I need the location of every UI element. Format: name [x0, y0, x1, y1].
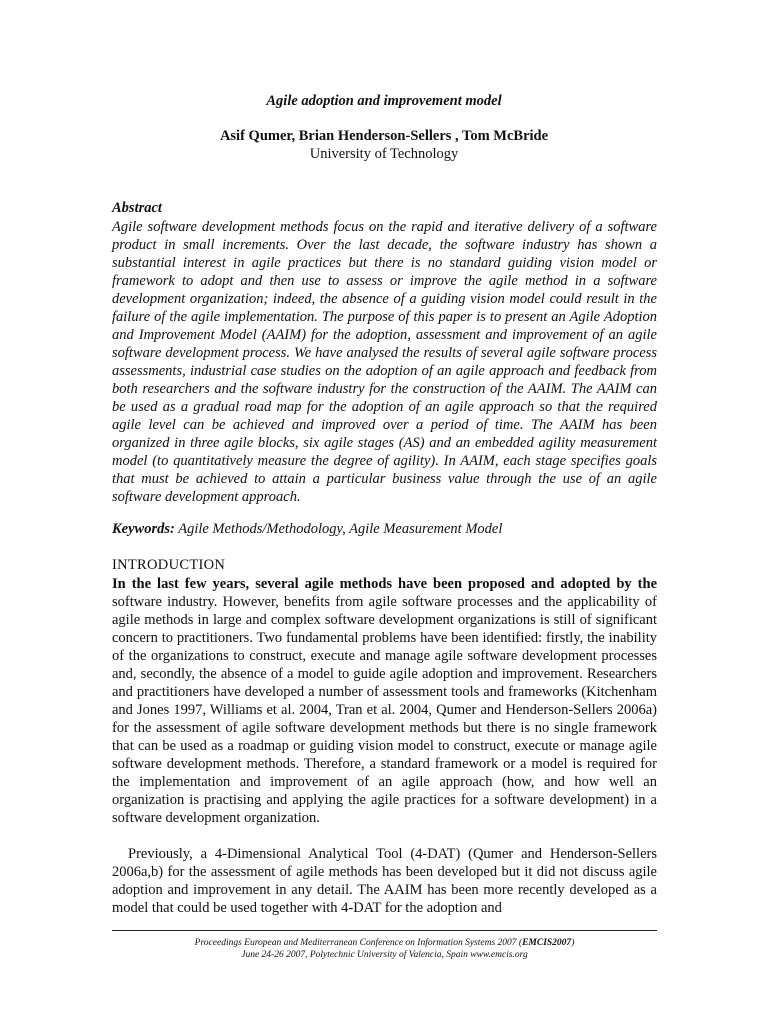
introduction-paragraph-1-text: software industry. However, benefits from agile software processes and the applicability of agile methods in large and complex software development organizations is still of significant concern to practitioners. Two fundamental problems have been identified: firstly, the inability of the organizations to construct, execute and manage agile software development processes and, secondly, the absence of a model to guide agile adoption and improvement. Researchers and practitioners have developed a number of assessment tools and frameworks (Kitchenham and Jones 1997, Williams et al. 2004, Tran et al. 2004, Qumer and Henderson-Sellers 2006a) for the assessment of agile software development methods but there is no single framework that can be used as a roadmap or guiding vision model to construct, execute or manage agile software development methods. Therefore, a standard framework or a model is required for the implementation and improvement of an agile approach (how, and how well an organization is practising and applying the agile practices for a software development) in a software development organization.	[112, 594, 657, 826]
introduction-lead-sentence: In the last few years, several agile methods have been proposed and adopted by the	[112, 576, 657, 592]
affiliation: University of Technology	[309, 146, 459, 162]
keywords-line	[112, 521, 657, 538]
keywords-label: Keywords:	[112, 521, 175, 537]
footer-line-1: Proceedings European and Mediterranean Conference on Information Systems 2007 (	[194, 938, 523, 948]
introduction-paragraph-2: Previously, a 4-Dimensional Analytical Tool (4-DAT) (Qumer and Henderson-Sellers 2006a,b) for the assessment of agile methods has been developed but it did not discuss agile adoption and improvement in any detail. The AAIM has been more recently developed as a model that could be used together with 4-DAT for the adoption and	[112, 846, 657, 916]
footer-conference-abbr: EMCIS2007	[522, 938, 572, 948]
paper-title: Agile adoption and improvement model	[266, 93, 502, 109]
introduction-heading: INTRODUCTION	[112, 557, 226, 573]
abstract-text: Agile software development methods focus on the rapid and iterative delivery of a software product in small increments. Over the last decade, the software industry has shown a substantial interest in agile practices but there is no standard guiding vision model or framework to adopt and then use to assess or improve the agile method in a software development organization; indeed, the absence of a guiding vision model could result in the failure of the agile implementation. The purpose of this paper is to present an Agile Adoption and Improvement Model (AAIM) for the adoption, assessment and improvement of an agile software development process. We have analysed the results of several agile software process assessments, industrial case studies on the adoption of an agile approach and feedback from both researchers and the software industry for the construction of the AAIM. The AAIM can be used as a gradual road map for the adoption of an agile approach so that the required agile level can be achieved and improved over a period of time. The AAIM has been organized in three agile blocks, six agile stages (AS) and an embedded agility measurement model (to quantitatively measure the degree of agility). In AAIM, each stage specifies goals that must be achieved to attain a particular business value through the use of an agile software development approach.	[112, 219, 657, 505]
page-footer	[112, 937, 657, 961]
introduction-paragraph-1	[112, 575, 657, 827]
footer-divider	[112, 930, 657, 931]
author-list: Asif Qumer, Brian Henderson-Sellers , Tom McBride	[219, 128, 549, 144]
footer-line-1-end: )	[571, 938, 575, 948]
footer-line-2: June 24-26 2007, Polytechnic University of Valencia, Spain www.emcis.org	[241, 950, 528, 960]
keywords-text: Agile Methods/Methodology, Agile Measurement Model	[174, 521, 503, 537]
abstract-heading: Abstract	[112, 200, 162, 216]
